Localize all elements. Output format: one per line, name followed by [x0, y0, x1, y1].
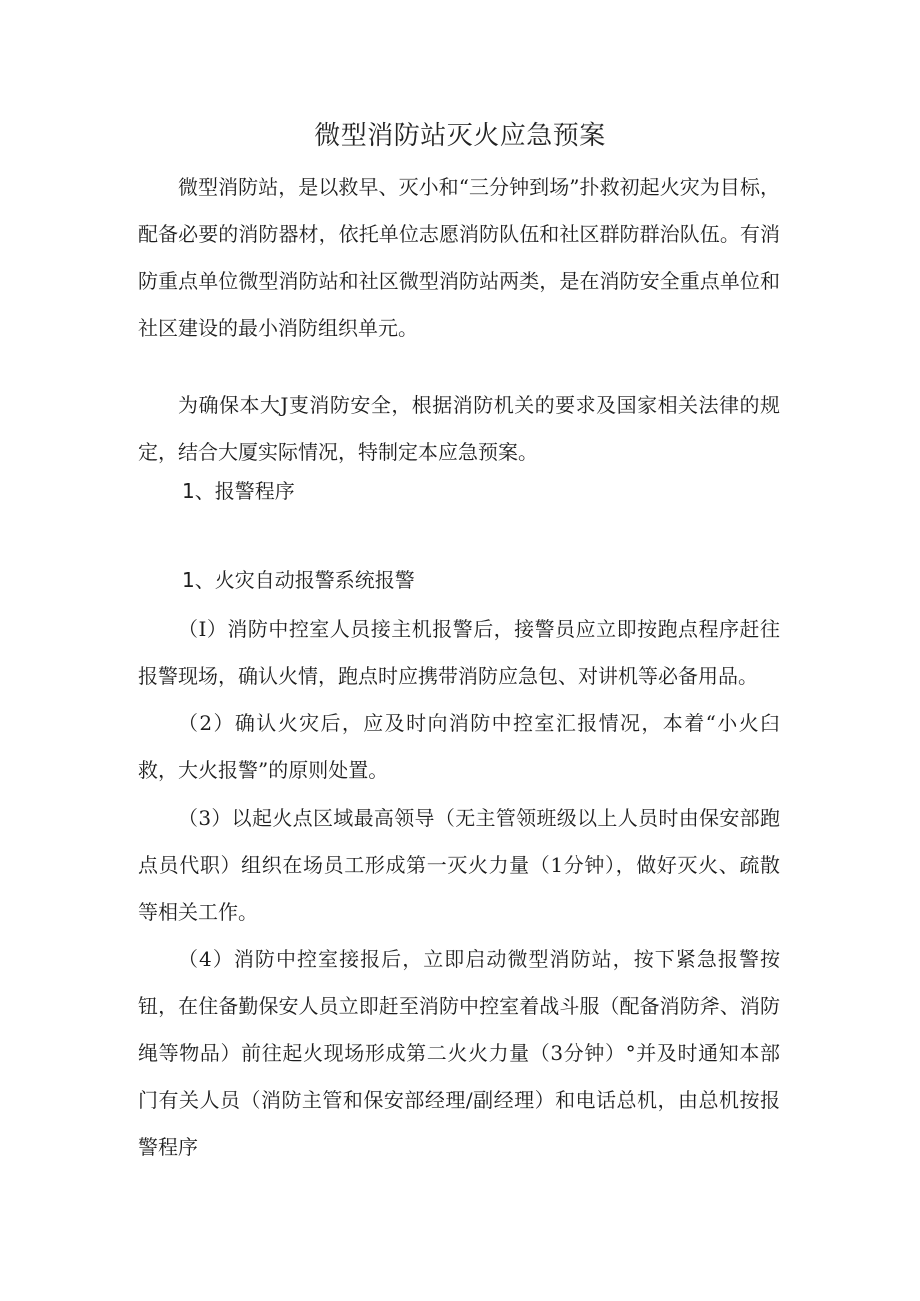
intro-paragraph: 微型消防站，是以救早、灭小和“三分钟到场”扑救初起火灾为目标，配备必要的消防器材，依托单位志愿消防队伍和社区群防群治队伍。有消防重点单位微型消防站和社区微型消防站两类，是在消防安全重点单位和社区建设的最小消防组织单元。: [138, 175, 780, 340]
purpose-paragraph: 为确保本大J叓消防安全，根据消防机关的要求及国家相关法律的规定，结合大厦实际情况，特制定本应急预案。: [138, 393, 780, 464]
step-1-paragraph: （I）消防中控室人员接主机报警后，接警员应立即按跑点程序赶往报警现场，确认火情，跑点时应携带消防应急包、对讲机等必备用品。: [138, 617, 780, 688]
subsection-heading-auto-alarm: 1、火灾自动报警系统报警: [182, 568, 415, 592]
step-4-paragraph: （4）消防中控室接报后，立即启动微型消防站，按下紧急报警按钮，在住备勤保安人员立即赶至消防中控室着战斗服（配备消防斧、消防绳等物品）前往起火现场形成第二火火力量（3分钟）°并及时通知本部门有关人员（消防主管和保安部经理/副经理）和电话总机，由总机按报警程序: [138, 947, 780, 1159]
step-3-paragraph: （3）以起火点区域最高领导（无主管领班级以上人员时由保安部跑点员代职）组织在场员工形成第一灭火力量（1分钟），做好灭火、疏散等相关工作。: [138, 806, 780, 924]
document-title: 微型消防站灭火应急预案: [314, 121, 606, 151]
step-2-paragraph: （2）确认火灾后，应及时向消防中控室汇报情况，本着“小火臼救，大火报警”的原则处置。: [138, 711, 780, 782]
section-heading-alarm-procedure: 1、报警程序: [182, 479, 295, 503]
